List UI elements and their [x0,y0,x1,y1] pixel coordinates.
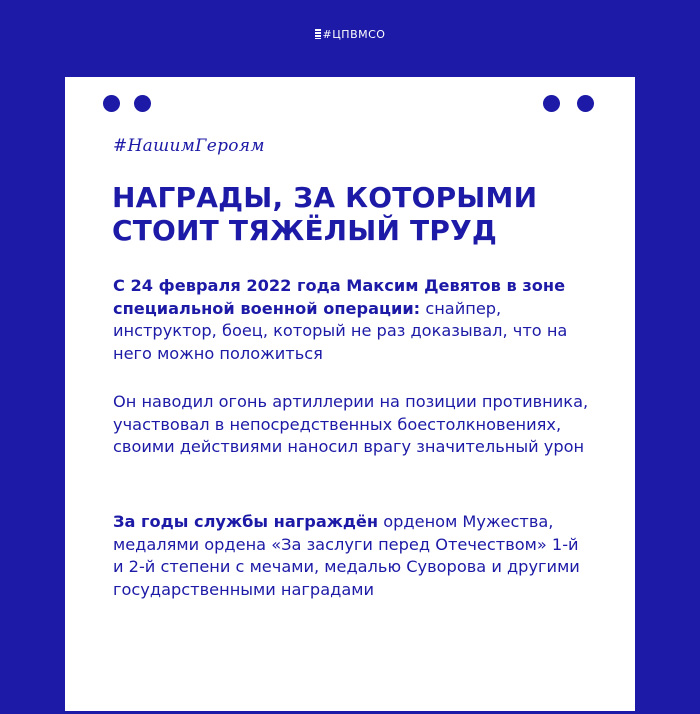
dot-icon [134,95,151,112]
brand-label: #ЦПВМСО [322,28,386,41]
paragraph-actions [113,391,593,459]
page-title: НАГРАДЫ, ЗА КОТОРЫМИ СТОИТ ТЯЖЁЛЫЙ ТРУД [112,181,538,247]
brand-header [0,28,700,41]
paragraph-awards-text: орденом Мужества, медалями ордена «За заслуги перед Отечеством» 1-й и 2-й степени с мечами, медалью Суворова и другими государственными наградами [113,512,580,599]
brand-logo-icon [315,29,321,39]
content-card [62,74,638,714]
hashtag: #НашимГероям [113,136,265,156]
paragraph-awards-bold: За годы службы награждён [113,512,379,531]
paragraph-service-bold: С 24 февраля 2022 года Максим Девятов в зоне специальной военной операции: [113,276,566,318]
dot-icon [543,95,560,112]
dot-icon [577,95,594,112]
paragraph-actions-text: Он наводил огонь артиллерии на позиции противника, участвовал в непосредственных боестолкновениях, своими действиями наносил врагу значительный урон [113,392,589,456]
dot-icon [103,95,120,112]
paragraph-service [113,275,593,365]
paragraph-awards [113,511,593,601]
paragraph-service-text: снайпер, инструктор, боец, который не раз доказывал, что на него можно положиться [113,298,568,363]
